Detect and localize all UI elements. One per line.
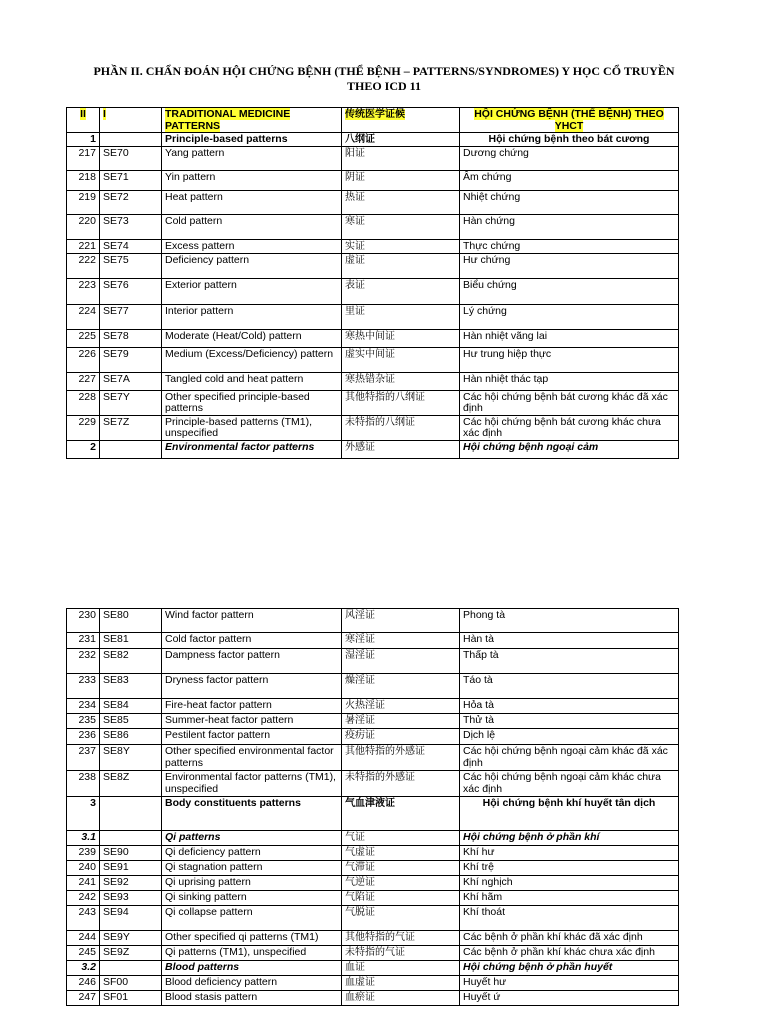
- row-vietnamese-name: Hàn chứng: [460, 214, 679, 239]
- table-row: [67, 931, 679, 946]
- table-row: [67, 390, 679, 415]
- row-number: 3: [67, 797, 100, 831]
- row-chinese-name: 气滞证: [342, 861, 460, 876]
- row-vietnamese-name: Thực chứng: [460, 239, 679, 253]
- row-number: 218: [67, 170, 100, 190]
- row-english-name: Qi sinking pattern: [162, 891, 342, 906]
- row-number: 225: [67, 329, 100, 347]
- table-row: [67, 906, 679, 931]
- row-english-name: Environmental factor patterns (TM1), unspecified: [162, 771, 342, 797]
- row-number: 237: [67, 745, 100, 771]
- table-row: [67, 674, 679, 699]
- row-chinese-name: 其他特指的外感证: [342, 745, 460, 771]
- row-chinese-name: 火热淫证: [342, 699, 460, 714]
- table-row: [67, 214, 679, 239]
- row-chinese-name: 未特指的外感证: [342, 771, 460, 797]
- row-vietnamese-name: Các hội chứng bệnh ngoại cảm khác chưa xác định: [460, 771, 679, 797]
- row-chinese-name: 表证: [342, 278, 460, 304]
- row-vietnamese-name: Hàn nhiệt vãng lai: [460, 329, 679, 347]
- table-row: [67, 372, 679, 390]
- row-number: 226: [67, 347, 100, 372]
- table-row: [67, 976, 679, 991]
- row-number: 238: [67, 771, 100, 797]
- row-vietnamese-name: Táo tà: [460, 674, 679, 699]
- row-number: 222: [67, 253, 100, 278]
- table-row: [67, 278, 679, 304]
- row-chinese-name: 气陷证: [342, 891, 460, 906]
- table-row: [67, 891, 679, 906]
- row-code: SE70: [100, 146, 162, 170]
- row-vietnamese-name: Khí hư: [460, 846, 679, 861]
- row-code: SE80: [100, 609, 162, 633]
- table-row: [67, 861, 679, 876]
- row-number: 217: [67, 146, 100, 170]
- row-vietnamese-name: Các bệnh ở phần khí khác đã xác định: [460, 931, 679, 946]
- row-code: SE81: [100, 633, 162, 649]
- row-english-name: Cold factor pattern: [162, 633, 342, 649]
- row-chinese-name: 阴证: [342, 170, 460, 190]
- row-english-name: Principle-based patterns: [162, 133, 342, 147]
- row-chinese-name: 暑淫证: [342, 714, 460, 729]
- row-chinese-name: 风淫证: [342, 609, 460, 633]
- row-number: 243: [67, 906, 100, 931]
- row-vietnamese-name: Khí trệ: [460, 861, 679, 876]
- patterns-table-1: [66, 107, 679, 459]
- row-number: 3.1: [67, 831, 100, 846]
- row-vietnamese-name: Các hội chứng bệnh ngoại cảm khác đã xác định: [460, 745, 679, 771]
- row-number: 220: [67, 214, 100, 239]
- row-number: 221: [67, 239, 100, 253]
- row-chinese-name: 阳证: [342, 146, 460, 170]
- section-row: [67, 440, 679, 458]
- row-chinese-name: 外感证: [342, 440, 460, 458]
- row-vietnamese-name: Nhiệt chứng: [460, 190, 679, 214]
- row-english-name: Cold pattern: [162, 214, 342, 239]
- row-vietnamese-name: Khí hãm: [460, 891, 679, 906]
- row-code: SE7Y: [100, 390, 162, 415]
- row-vietnamese-name: Dịch lệ: [460, 729, 679, 745]
- row-english-name: Pestilent factor pattern: [162, 729, 342, 745]
- patterns-table-1-body: [67, 108, 679, 459]
- row-number: 3.2: [67, 961, 100, 976]
- row-english-name: Other specified qi patterns (TM1): [162, 931, 342, 946]
- row-english-name: Yin pattern: [162, 170, 342, 190]
- row-number: 227: [67, 372, 100, 390]
- row-chinese-name: 寒淫证: [342, 633, 460, 649]
- row-chinese-name: 血虚证: [342, 976, 460, 991]
- row-english-name: Dampness factor pattern: [162, 649, 342, 674]
- row-chinese-name: 气虚证: [342, 846, 460, 861]
- header-english: TRADITIONAL MEDICINE PATTERNS: [162, 108, 342, 133]
- row-chinese-name: 未特指的气证: [342, 946, 460, 961]
- row-chinese-name: 气逆证: [342, 876, 460, 891]
- row-english-name: Interior pattern: [162, 304, 342, 329]
- row-code: SF01: [100, 991, 162, 1006]
- row-code: SE9Y: [100, 931, 162, 946]
- row-code: SE86: [100, 729, 162, 745]
- row-number: 233: [67, 674, 100, 699]
- row-code: SE84: [100, 699, 162, 714]
- row-vietnamese-name: Thử tà: [460, 714, 679, 729]
- row-code: [100, 440, 162, 458]
- row-number: 244: [67, 931, 100, 946]
- table-row: [67, 946, 679, 961]
- row-code: SE74: [100, 239, 162, 253]
- title-line-2: THEO ICD 11: [346, 79, 421, 93]
- row-english-name: Qi stagnation pattern: [162, 861, 342, 876]
- row-code: SE7A: [100, 372, 162, 390]
- row-vietnamese-name: Hàn nhiệt thác tạp: [460, 372, 679, 390]
- row-vietnamese-name: Hư trung hiệp thực: [460, 347, 679, 372]
- row-code: SE93: [100, 891, 162, 906]
- row-chinese-name: 寒证: [342, 214, 460, 239]
- row-code: [100, 797, 162, 831]
- row-english-name: Excess pattern: [162, 239, 342, 253]
- row-chinese-name: 实证: [342, 239, 460, 253]
- row-code: SE75: [100, 253, 162, 278]
- row-vietnamese-name: Thấp tà: [460, 649, 679, 674]
- row-number: 219: [67, 190, 100, 214]
- row-vietnamese-name: Hư chứng: [460, 253, 679, 278]
- table-row: [67, 304, 679, 329]
- row-english-name: Deficiency pattern: [162, 253, 342, 278]
- row-vietnamese-name: Các bệnh ở phần khí khác chưa xác định: [460, 946, 679, 961]
- row-english-name: Other specified environmental factor patterns: [162, 745, 342, 771]
- table-row: [67, 609, 679, 633]
- row-vietnamese-name: Hội chứng bệnh theo bát cương: [460, 133, 679, 147]
- row-number: 240: [67, 861, 100, 876]
- table-row: [67, 714, 679, 729]
- row-vietnamese-name: Khí nghịch: [460, 876, 679, 891]
- table-row: [67, 329, 679, 347]
- row-chinese-name: 热证: [342, 190, 460, 214]
- row-number: 1: [67, 133, 100, 147]
- row-chinese-name: 八纲证: [342, 133, 460, 147]
- table-row: [67, 846, 679, 861]
- row-number: 229: [67, 415, 100, 440]
- row-vietnamese-name: Hỏa tà: [460, 699, 679, 714]
- row-code: SE76: [100, 278, 162, 304]
- row-english-name: Other specified principle-based patterns: [162, 390, 342, 415]
- row-code: SE8Z: [100, 771, 162, 797]
- row-english-name: Summer-heat factor pattern: [162, 714, 342, 729]
- table-row: [67, 699, 679, 714]
- row-chinese-name: 寒热错杂证: [342, 372, 460, 390]
- row-vietnamese-name: Khí thoát: [460, 906, 679, 931]
- row-chinese-name: 血瘀证: [342, 991, 460, 1006]
- row-english-name: Qi patterns: [162, 831, 342, 846]
- row-number: 246: [67, 976, 100, 991]
- table-header-row: [67, 108, 679, 133]
- row-chinese-name: 寒热中间证: [342, 329, 460, 347]
- row-number: 224: [67, 304, 100, 329]
- row-english-name: Qi uprising pattern: [162, 876, 342, 891]
- table-row: [67, 633, 679, 649]
- row-code: SE94: [100, 906, 162, 931]
- row-number: 239: [67, 846, 100, 861]
- row-chinese-name: 气脱证: [342, 906, 460, 931]
- row-number: 236: [67, 729, 100, 745]
- header-code: I: [100, 108, 162, 133]
- row-number: 2: [67, 440, 100, 458]
- row-code: SF00: [100, 976, 162, 991]
- row-number: 228: [67, 390, 100, 415]
- row-english-name: Qi patterns (TM1), unspecified: [162, 946, 342, 961]
- row-vietnamese-name: Hội chứng bệnh ở phần huyết: [460, 961, 679, 976]
- row-chinese-name: 气血津液证: [342, 797, 460, 831]
- table-row: [67, 771, 679, 797]
- row-chinese-name: 里证: [342, 304, 460, 329]
- row-code: SE82: [100, 649, 162, 674]
- row-english-name: Body constituents patterns: [162, 797, 342, 831]
- row-english-name: Blood deficiency pattern: [162, 976, 342, 991]
- row-vietnamese-name: Các hội chứng bệnh bát cương khác chưa xác định: [460, 415, 679, 440]
- row-number: 235: [67, 714, 100, 729]
- row-english-name: Principle-based patterns (TM1), unspecified: [162, 415, 342, 440]
- row-vietnamese-name: Huyết hư: [460, 976, 679, 991]
- row-code: SE7Z: [100, 415, 162, 440]
- row-chinese-name: 虚证: [342, 253, 460, 278]
- table-row: [67, 239, 679, 253]
- row-english-name: Medium (Excess/Deficiency) pattern: [162, 347, 342, 372]
- table-row: [67, 347, 679, 372]
- row-code: SE85: [100, 714, 162, 729]
- row-code: SE90: [100, 846, 162, 861]
- row-code: SE92: [100, 876, 162, 891]
- row-vietnamese-name: Hàn tà: [460, 633, 679, 649]
- row-chinese-name: 疫疠证: [342, 729, 460, 745]
- title-line-1: PHẦN II. CHẨN ĐOÁN HỘI CHỨNG BỆNH (THỂ BỆNH – PATTERNS/SYNDROMES) Y HỌC CỔ TRUYỀN: [93, 64, 675, 78]
- row-number: 242: [67, 891, 100, 906]
- table-row: [67, 190, 679, 214]
- row-code: SE8Y: [100, 745, 162, 771]
- row-code: SE78: [100, 329, 162, 347]
- row-code: SE73: [100, 214, 162, 239]
- row-english-name: Moderate (Heat/Cold) pattern: [162, 329, 342, 347]
- table-row: [67, 649, 679, 674]
- row-code: SE83: [100, 674, 162, 699]
- row-number: 232: [67, 649, 100, 674]
- row-vietnamese-name: Hội chứng bệnh khí huyết tân dịch: [460, 797, 679, 831]
- row-english-name: Blood patterns: [162, 961, 342, 976]
- row-english-name: Dryness factor pattern: [162, 674, 342, 699]
- row-english-name: Tangled cold and heat pattern: [162, 372, 342, 390]
- row-vietnamese-name: Hội chứng bệnh ở phần khí: [460, 831, 679, 846]
- row-english-name: Exterior pattern: [162, 278, 342, 304]
- row-english-name: Wind factor pattern: [162, 609, 342, 633]
- table-row: [67, 876, 679, 891]
- section-row: [67, 961, 679, 976]
- table-row: [67, 991, 679, 1006]
- row-english-name: Heat pattern: [162, 190, 342, 214]
- table-row: [67, 745, 679, 771]
- document-title: [40, 64, 728, 94]
- header-chinese: 传统医学证候: [342, 108, 460, 133]
- patterns-table-2-body: [67, 609, 679, 1006]
- row-vietnamese-name: Hội chứng bệnh ngoại cảm: [460, 440, 679, 458]
- row-english-name: Qi collapse pattern: [162, 906, 342, 931]
- table-row: [67, 253, 679, 278]
- row-english-name: Fire-heat factor pattern: [162, 699, 342, 714]
- row-code: SE79: [100, 347, 162, 372]
- row-english-name: Environmental factor patterns: [162, 440, 342, 458]
- row-code: [100, 133, 162, 147]
- row-chinese-name: 其他特指的八纲证: [342, 390, 460, 415]
- row-english-name: Blood stasis pattern: [162, 991, 342, 1006]
- row-vietnamese-name: Các hội chứng bệnh bát cương khác đã xác định: [460, 390, 679, 415]
- row-chinese-name: 燥淫证: [342, 674, 460, 699]
- row-number: 241: [67, 876, 100, 891]
- row-number: 247: [67, 991, 100, 1006]
- table-row: [67, 415, 679, 440]
- row-code: [100, 961, 162, 976]
- row-code: SE71: [100, 170, 162, 190]
- row-code: SE77: [100, 304, 162, 329]
- table-row: [67, 729, 679, 745]
- row-number: 230: [67, 609, 100, 633]
- row-code: [100, 831, 162, 846]
- row-number: 223: [67, 278, 100, 304]
- row-number: 231: [67, 633, 100, 649]
- section-row: [67, 831, 679, 846]
- row-chinese-name: 血证: [342, 961, 460, 976]
- header-vietnamese: HỘI CHỨNG BỆNH (THỂ BỆNH) THEO YHCT: [460, 108, 679, 133]
- table-row: [67, 146, 679, 170]
- row-vietnamese-name: Dương chứng: [460, 146, 679, 170]
- header-section-number: II: [67, 108, 100, 133]
- row-code: SE72: [100, 190, 162, 214]
- row-chinese-name: 湿淫证: [342, 649, 460, 674]
- row-chinese-name: 未特指的八纲证: [342, 415, 460, 440]
- row-chinese-name: 气证: [342, 831, 460, 846]
- patterns-table-2: [66, 608, 679, 1006]
- row-vietnamese-name: Lý chứng: [460, 304, 679, 329]
- row-vietnamese-name: Huyết ứ: [460, 991, 679, 1006]
- row-english-name: Qi deficiency pattern: [162, 846, 342, 861]
- row-chinese-name: 其他特指的气证: [342, 931, 460, 946]
- row-number: 245: [67, 946, 100, 961]
- row-vietnamese-name: Phong tà: [460, 609, 679, 633]
- row-code: SE9Z: [100, 946, 162, 961]
- row-vietnamese-name: Biểu chứng: [460, 278, 679, 304]
- row-english-name: Yang pattern: [162, 146, 342, 170]
- table-row: [67, 170, 679, 190]
- row-chinese-name: 虚实中间证: [342, 347, 460, 372]
- section-row: [67, 797, 679, 831]
- row-vietnamese-name: Âm chứng: [460, 170, 679, 190]
- section-row: [67, 133, 679, 147]
- row-code: SE91: [100, 861, 162, 876]
- row-number: 234: [67, 699, 100, 714]
